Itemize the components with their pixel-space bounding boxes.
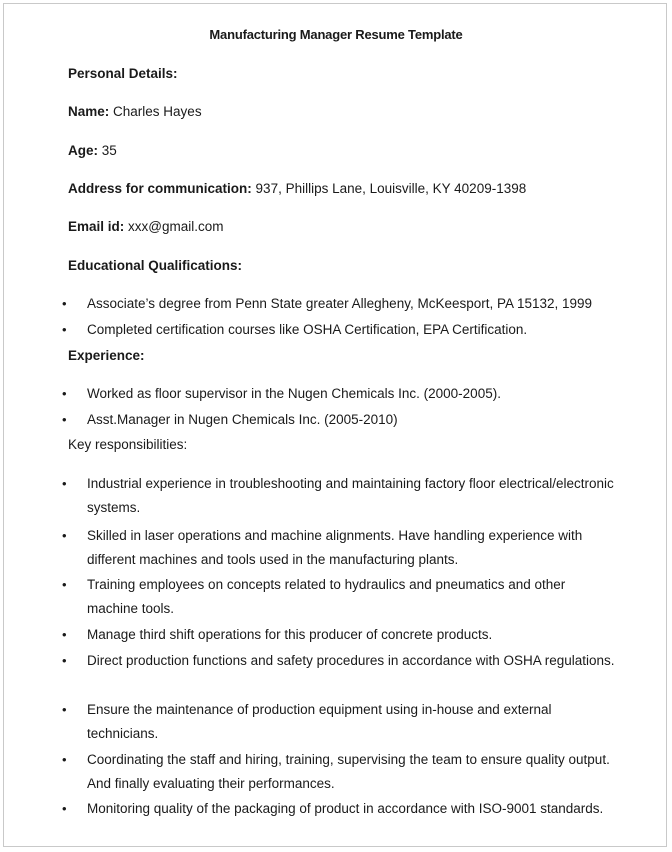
responsibility-item: Coordinating the staff and hiring, training, supervising the team to ensure quality output. And finally evaluating their performances. <box>87 752 610 791</box>
responsibility-item: Skilled in laser operations and machine alignments. Have handling experience with different machines and tools used in the manufacturing plants. <box>87 528 583 567</box>
bullet-icon: • <box>62 296 67 311</box>
bullet-icon: • <box>62 801 67 816</box>
bullet-icon: • <box>62 412 67 427</box>
responsibility-item: Industrial experience in troubleshooting and maintaining factory floor electrical/electronic systems. <box>87 476 614 515</box>
bullet-icon: • <box>62 386 67 401</box>
education-heading: Educational Qualifications: <box>68 258 243 273</box>
name-row <box>68 104 202 119</box>
bullet-icon: • <box>62 577 67 592</box>
responsibility-item: Monitoring quality of the packaging of product in accordance with ISO-9001 standards. <box>87 801 604 816</box>
experience-item: Worked as floor supervisor in the Nugen Chemicals Inc. (2000-2005). <box>87 386 501 401</box>
email-row <box>68 219 224 234</box>
email-value: xxx@gmail.com <box>128 219 224 234</box>
experience-heading: Experience: <box>68 348 145 363</box>
responsibilities-heading: Key responsibilities: <box>68 437 188 452</box>
name-label: Name: <box>68 104 110 119</box>
experience-item: Asst.Manager in Nugen Chemicals Inc. (2005-2010) <box>87 412 398 427</box>
bullet-icon: • <box>62 528 67 543</box>
education-item: Completed certification courses like OSHA Certification, EPA Certification. <box>87 322 528 337</box>
responsibility-item: Direct production functions and safety procedures in accordance with OSHA regulations. <box>87 653 615 668</box>
age-label: Age: <box>68 143 98 158</box>
address-label: Address for communication: <box>68 181 252 196</box>
age-value: 35 <box>101 143 117 158</box>
education-item: Associate’s degree from Penn State greater Allegheny, McKeesport, PA 15132, 1999 <box>87 296 593 311</box>
age-row <box>68 143 117 158</box>
document-title: Manufacturing Manager Resume Template <box>209 27 463 42</box>
responsibility-item: Manage third shift operations for this producer of concrete products. <box>87 627 493 642</box>
bullet-icon: • <box>62 653 67 668</box>
bullet-icon: • <box>62 627 67 642</box>
name-value: Charles Hayes <box>113 104 202 119</box>
address-row <box>68 181 526 196</box>
bullet-icon: • <box>62 752 67 767</box>
address-value: 937, Phillips Lane, Louisville, KY 40209-1398 <box>255 181 527 196</box>
responsibility-item: Training employees on concepts related to hydraulics and pneumatics and other machine tools. <box>87 577 566 616</box>
bullet-icon: • <box>62 322 67 337</box>
email-label: Email id: <box>68 219 125 234</box>
personal-details-heading: Personal Details: <box>68 66 178 81</box>
bullet-icon: • <box>62 702 67 717</box>
responsibility-item: Ensure the maintenance of production equipment using in-house and external technicians. <box>87 702 552 741</box>
bullet-icon: • <box>62 476 67 491</box>
